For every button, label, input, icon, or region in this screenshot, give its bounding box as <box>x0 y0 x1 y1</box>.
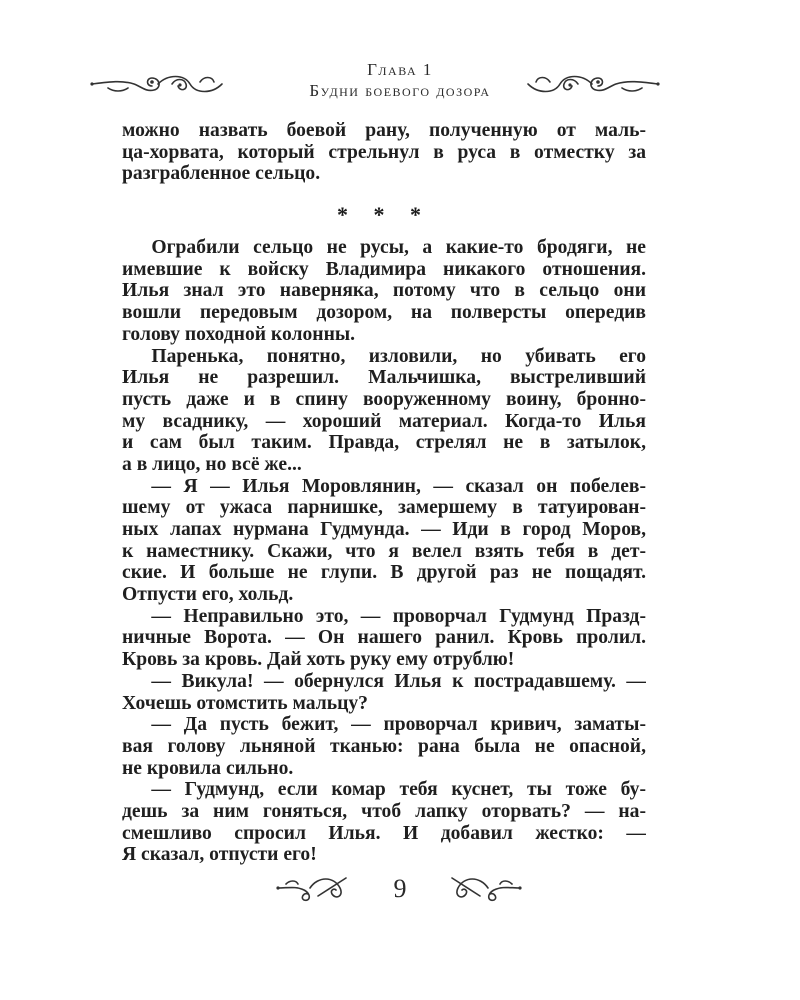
paragraph <box>122 671 646 714</box>
paragraph <box>122 606 646 671</box>
text-line: Кровь за кровь. Дай хоть руку ему отрублю! <box>122 649 515 671</box>
text-line: можно назвать боевой рану, полученную от маль- <box>122 120 646 141</box>
text-line: Илья не разрешил. Мальчишка, выстреливший <box>122 367 646 389</box>
paragraph <box>122 779 646 866</box>
paragraph <box>122 346 646 476</box>
text-line: ных лапах нурмана Гудмунда. — Иди в город Моров, <box>122 519 646 540</box>
paragraph <box>122 476 646 606</box>
running-header <box>0 58 800 108</box>
text-line: имевшие к войску Владимира никакого отношения. <box>122 258 646 280</box>
text-line: Паренька, понятно, изловили, но убивать его <box>122 345 646 367</box>
text-line: смешливо спросил Илья. И добавил жестко: — <box>122 822 646 844</box>
text-line: ца-хорвата, который стрельнул в руса в отместку за <box>122 141 646 163</box>
text-line: Илья знал это наверняка, потому что в сельцо они <box>122 280 646 302</box>
page-body <box>122 120 646 866</box>
text-line: ские. И больше не глупи. В другой раз не пощадят. <box>122 562 646 584</box>
right-ornament-icon <box>522 66 662 102</box>
text-line: а в лицо, но всё же... <box>122 453 302 475</box>
text-line: голову походной колонны. <box>122 323 356 345</box>
text-line: пусть даже и в спину вооруженному воину, бронно- <box>122 388 646 410</box>
text-line: — Да пусть бежит, — проворчал кривич, заматы- <box>122 714 646 736</box>
text-line: вая голову льняной тканью: рана была не опасной, <box>122 735 646 757</box>
footer-right-ornament-icon <box>444 870 524 906</box>
text-line: — Я — Илья Моровлянин, — сказал он побелев- <box>122 475 646 497</box>
page-footer <box>0 870 800 910</box>
chapter-title: Будни боевого дозора <box>309 81 491 100</box>
text-line: — Викула! — обернулся Илья к пострадавшему. — <box>122 670 646 692</box>
text-line: и сам был таким. Правда, стрелял не в затылок, <box>122 432 646 454</box>
text-line: ничные Ворота. — Он нашего ранил. Кровь пролил. <box>122 627 646 649</box>
text-line: к наместнику. Скажи, что я велел взять тебя в дет- <box>122 540 646 562</box>
text-line: вошли передовым дозором, на полверсты опередив <box>122 302 646 324</box>
paragraphs <box>122 237 646 866</box>
text-line: разграбленное сельцо. <box>122 163 321 185</box>
text-line: — Неправильно это, — проворчал Гудмунд Празд- <box>122 605 646 627</box>
text-line: му всаднику, — хороший материал. Когда-то Илья <box>122 410 646 432</box>
text-line: шему от ужаса парнишке, замершему в татуирован- <box>122 497 646 519</box>
text-line: не кровила сильно. <box>122 757 294 779</box>
chapter-label: Глава 1 <box>367 60 433 79</box>
text-line: Я сказал, отпусти его! <box>122 844 317 866</box>
text-line: — Гудмунд, если комар тебя куснет, ты тоже бу- <box>122 779 646 801</box>
paragraph <box>122 237 646 345</box>
intro-paragraph <box>122 120 646 185</box>
text-line: Хочешь отомстить мальцу? <box>122 692 368 714</box>
text-line: Ограбили сельцо не русы, а какие-то бродяги, не <box>122 237 646 259</box>
page-number: 9 <box>393 874 407 903</box>
section-separator: * * * <box>337 202 431 228</box>
paragraph <box>122 714 646 779</box>
text-line: дешь за ним гоняться, чтоб лапку оторвать? — на- <box>122 800 646 822</box>
text-line: Отпусти его, хольд. <box>122 584 294 606</box>
